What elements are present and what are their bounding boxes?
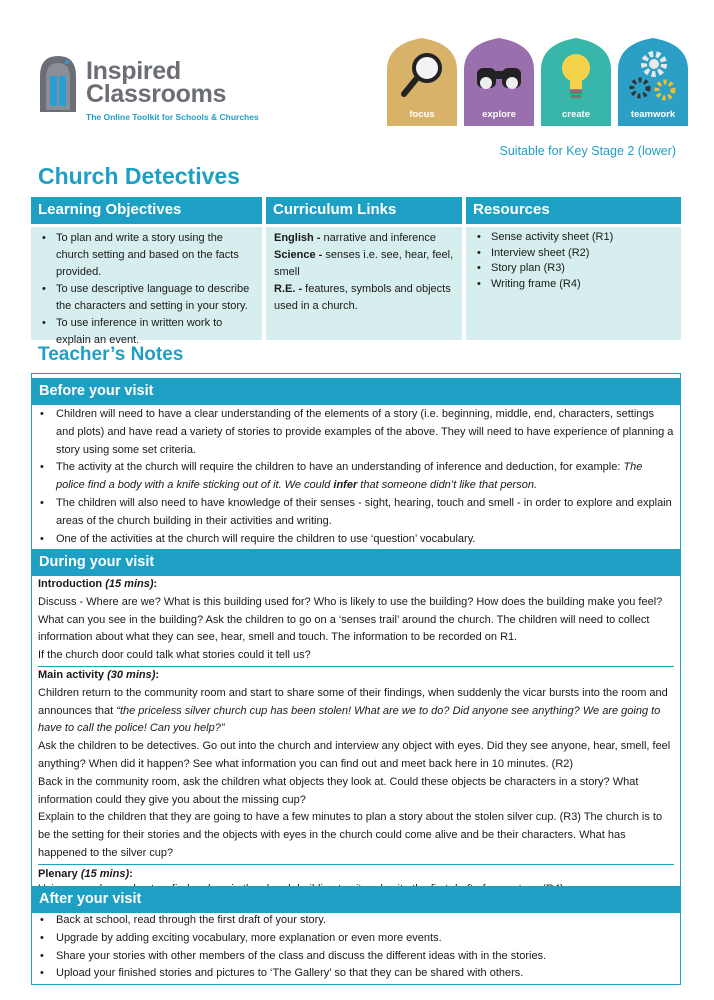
list-item: • Writing frame (R4) [474,277,673,293]
objectives-list [39,230,254,349]
after-visit-section [32,912,680,983]
overview-columns [31,197,681,346]
page-title: Church Detectives [38,163,240,189]
curriculum-english: English - narrative and inference [274,232,437,244]
logo [38,54,288,124]
logo-wordmark: Inspired Classrooms [86,57,227,108]
introduction-label: Introduction (15 mins): [38,578,158,590]
curriculum-science: Science - senses i.e. see, hear, feel, smell [274,249,454,278]
teachers-notes-heading: Teacher’s Notes [38,344,184,365]
before-visit-heading: Before your visit [32,378,680,405]
before-visit-section [32,406,680,548]
church-door-icon [38,54,78,114]
curriculum-links-heading: Curriculum Links [266,197,462,224]
badge-focus: focus [387,38,457,126]
badge-explore: explore [464,38,534,126]
after-visit-heading: After your visit [32,886,680,913]
introduction-block: Introduction (15 mins): Discuss - Where are we? What is this building used for? Who is likely to use the building? How does the building make you feel? What can you see in the building? Ask the children to go on a ‘senses trail’ around the church. The children will need to collect information about what they can see, hear, smell and touch. The information to be recorded on R1. If the church door could talk what stories could it tell us? [38,576,674,667]
list-item: • Story plan (R3) [474,261,673,277]
badge-teamwork: teamwork [618,38,688,126]
learning-objectives-heading: Learning Objectives [31,197,262,224]
list-item: • To plan and write a story using the church setting and based on the facts provided. [39,230,254,281]
learning-objectives-panel [31,197,262,346]
key-stage-note: Suitable for Key Stage 2 (lower) [499,144,676,158]
resources-heading: Resources [466,197,681,224]
list-item: • Upgrade by adding exciting vocabulary, more explanation or even more events. [38,930,674,948]
during-visit-section [32,576,680,897]
list-item: • One of the activities at the church will require the children to use ‘question’ vocabulary. [38,531,674,549]
list-item: • To use inference in written work to explain an event. [39,315,254,349]
list-item: • The activity at the church will require the children to have an understanding of inference and deduction, for example: The police find a body with a knife sticking out of it. We could infer that someone didn’t like that person. [38,459,674,495]
list-item: • Children will need to have a clear understanding of the elements of a story (i.e. beginning, middle, end, characters, settings and plots) and have read a variety of stories to provide examples of the above. They will need to have experience of planning a story using some set criteria. [38,406,674,459]
curriculum-links-panel [266,197,462,340]
list-item: • The children will also need to have knowledge of their senses - sight, hearing, touch and smell - in order to explore and explain areas of the church building in their activities and writing. [38,495,674,531]
main-activity-block: Main activity (30 mins): Children return to the community room and start to share some of their findings, when suddenly the vicar bursts into the room and announces that “the priceless silver church cup has been stolen! What are we to do? Did anyone see anything? We are going to have to call the police! Can you help?” Ask the children to be detectives. Go out into the church and interview any object with eyes. Did they see anyone, hear, smell, feel anything? When did it happen? See what information you can find out and meet back here in 10 minutes. (R2) Back in the community room, ask the children what objects they look at. Could these objects be characters in a story? What information could they give you about the missing cup? Explain to the children that they are going to have a few minutes to plan a story about the stolen silver cup. (R3) The church is to be the setting for their stories and the objects with eyes in the church could come alive and be their characters. What has happened to the silver cup? [38,667,674,865]
list-item: • To use descriptive language to describe the characters and setting in your story. [39,281,254,315]
teachers-notes-frame [31,373,681,985]
list-item: • Share your stories with other members of the class and discuss the different ideas with in the stories. [38,948,674,966]
list-item: • Sense activity sheet (R1) [474,230,673,246]
main-activity-label: Main activity (30 mins): [38,668,160,681]
during-visit-heading: During your visit [32,549,680,576]
badge-create: create [541,38,611,126]
plenary-label: Plenary (15 mins): [38,867,133,880]
list-item: • Interview sheet (R2) [474,246,673,262]
resources-panel [466,197,681,340]
logo-tagline: The Online Toolkit for Schools & Churches [86,112,259,122]
skill-badges [387,38,689,126]
resources-list [474,230,673,292]
curriculum-re: R.E. - features, symbols and objects used in a church. [274,283,451,312]
list-item: • Back at school, read through the first draft of your story. [38,912,674,930]
list-item: • Upload your finished stories and pictures to ‘The Gallery’ so that they can be shared with others. [38,965,674,983]
